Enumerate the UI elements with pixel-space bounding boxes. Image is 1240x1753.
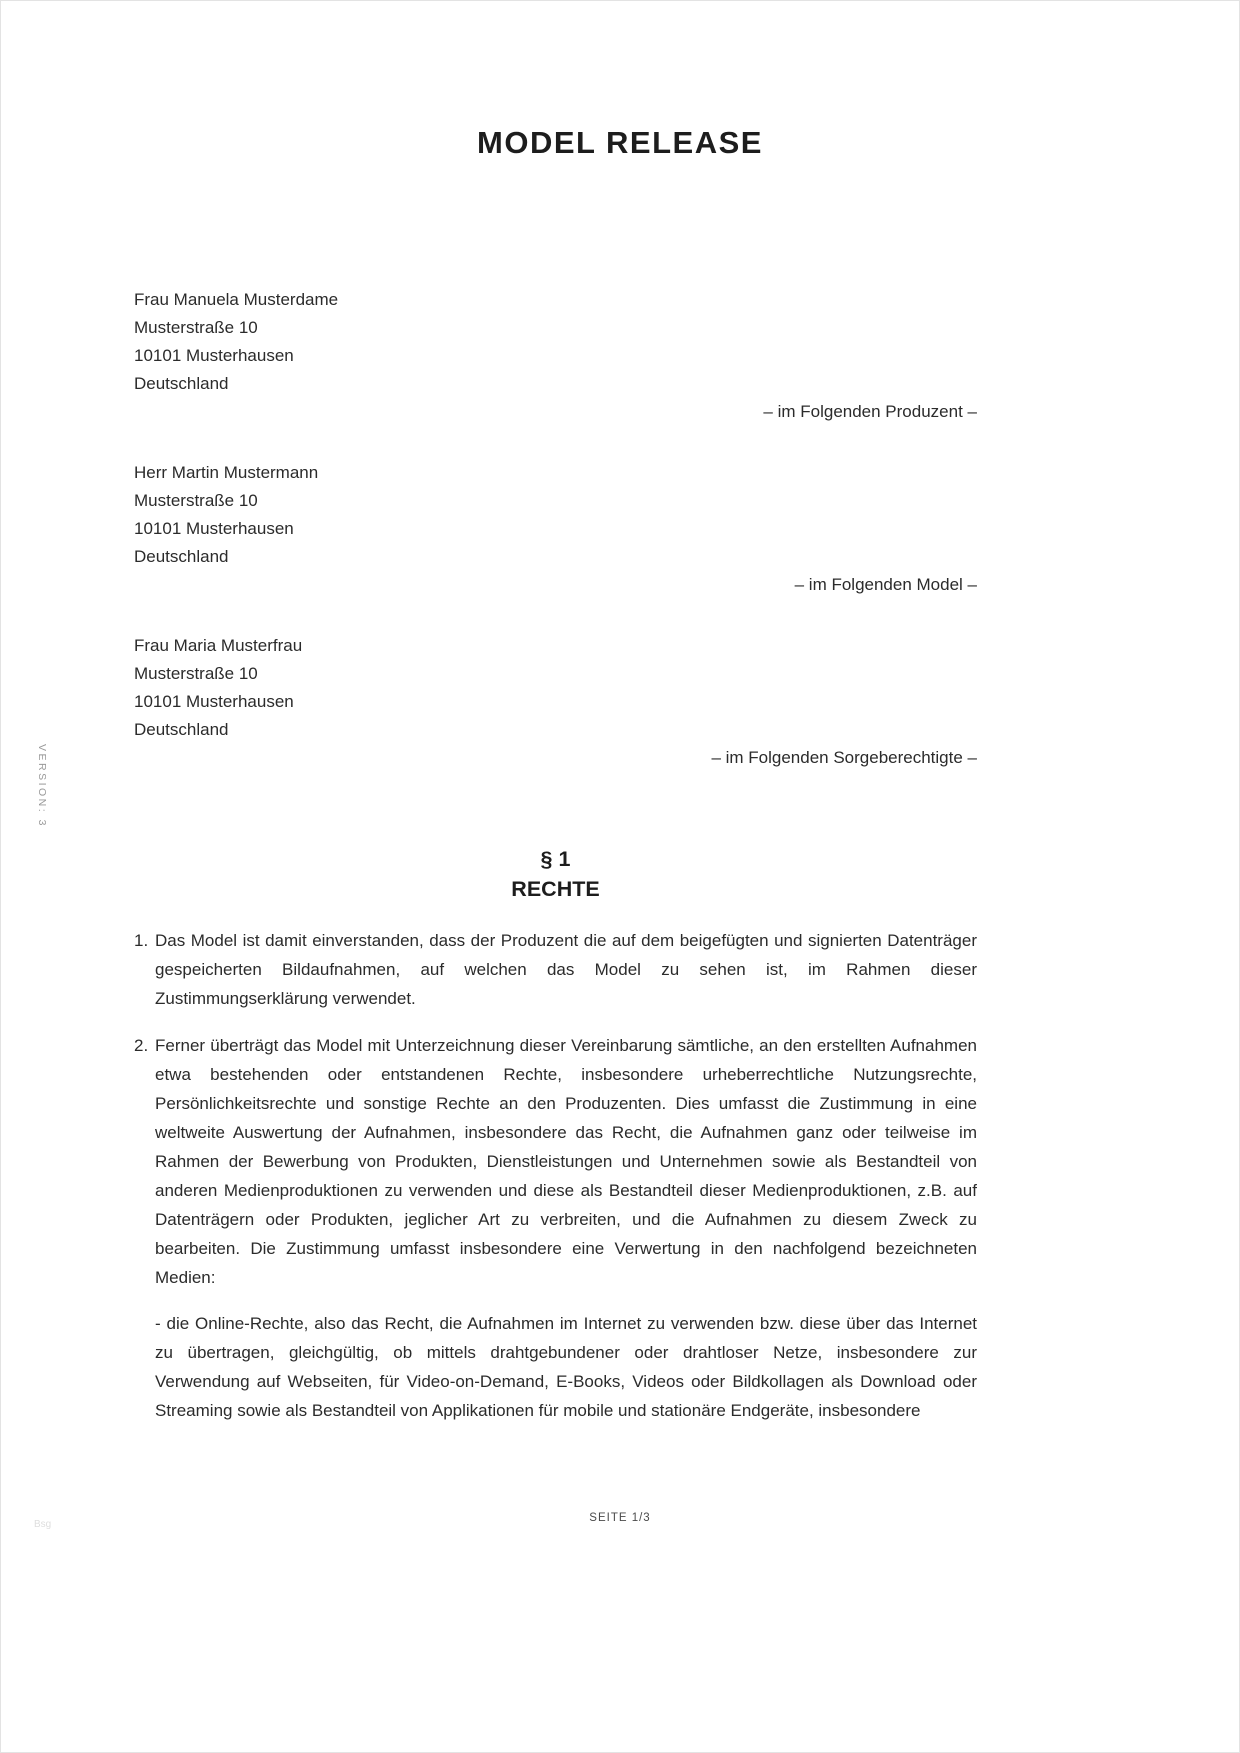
- party-city: 10101 Musterhausen: [134, 346, 294, 366]
- party-country: Deutschland: [134, 720, 229, 740]
- list-item-number: 1.: [134, 931, 149, 951]
- document-content: [134, 286, 977, 1425]
- party-name: Frau Manuela Musterdame: [134, 290, 339, 310]
- party-city: 10101 Musterhausen: [134, 519, 294, 539]
- list-item-subparagraph: - die Online-Rechte, also das Recht, die Aufnahmen im Internet zu verwenden bzw. diese über das Internet zu übertragen, gleichgültig, ob mittels drahtgebundener oder drahtloser Netze, insbesondere zur Verwendung auf Webseiten, für Video-on-Demand, E-Books, Videos oder Bildkollagen als Download oder Streaming sowie als Bestandteil von Applikationen für mobile und stationäre Endgeräte, insbesondere: [155, 1314, 977, 1421]
- section-number: § 1: [540, 847, 571, 872]
- parties-section: [134, 286, 977, 772]
- party-block-model: [134, 459, 977, 599]
- section-heading: [134, 844, 977, 904]
- list-item-number: 2.: [134, 1036, 149, 1056]
- party-street: Musterstraße 10: [134, 664, 258, 684]
- document-title: MODEL RELEASE: [477, 125, 763, 160]
- page-footer: SEITE 1/3: [589, 1512, 651, 1524]
- party-country: Deutschland: [134, 374, 229, 394]
- party-role: – im Folgenden Model –: [794, 575, 977, 595]
- list-item-text: Das Model ist damit einverstanden, dass der Produzent die auf dem beigefügten und signierten Datenträger gespeicherten Bildaufnahmen, auf welchen das Model zu sehen ist, im Rahmen dieser Zustimmungserklärung verwendet.: [155, 931, 977, 1009]
- party-city: 10101 Musterhausen: [134, 692, 294, 712]
- party-street: Musterstraße 10: [134, 491, 258, 511]
- list-item-2: [134, 1031, 977, 1425]
- version-label: VERSION: 3: [36, 744, 48, 828]
- section-title: RECHTE: [511, 877, 600, 902]
- party-block-produzent: [134, 286, 977, 426]
- party-name: Herr Martin Mustermann: [134, 463, 319, 483]
- party-name: Frau Maria Musterfrau: [134, 636, 303, 656]
- party-role: – im Folgenden Sorgeberechtigte –: [711, 748, 977, 768]
- party-street: Musterstraße 10: [134, 318, 258, 338]
- corner-mark: Bsg: [34, 1519, 52, 1530]
- list-item-text: Ferner überträgt das Model mit Unterzeichnung dieser Vereinbarung sämtliche, an den erstellten Aufnahmen etwa bestehenden oder entstandenen Rechte, insbesondere urheberrechtliche Nutzungsrechte, Persönlichkeitsrechte und sonstige Rechte an den Produzenten. Dies umfasst die Zustimmung in eine weltweite Auswertung der Aufnahmen, insbesondere das Recht, die Aufnahmen ganz oder teilweise im Rahmen der Bewerbung von Produkten, Dienstleistungen und Unternehmen sowie als Bestandteil von anderen Medienproduktionen zu verwenden und diese als Bestandteil dieser Medienproduktionen, z.B. auf Datenträgern oder Produkten, jeglicher Art zu verbreiten, und die Aufnahmen zu diesem Zweck zu bearbeiten. Die Zustimmung umfasst insbesondere eine Verwertung in den nachfolgend bezeichneten Medien:: [155, 1036, 977, 1288]
- party-country: Deutschland: [134, 547, 229, 567]
- list-item-1: [134, 926, 977, 1013]
- party-role: – im Folgenden Produzent –: [763, 402, 977, 422]
- party-block-sorgeberechtigte: [134, 632, 977, 772]
